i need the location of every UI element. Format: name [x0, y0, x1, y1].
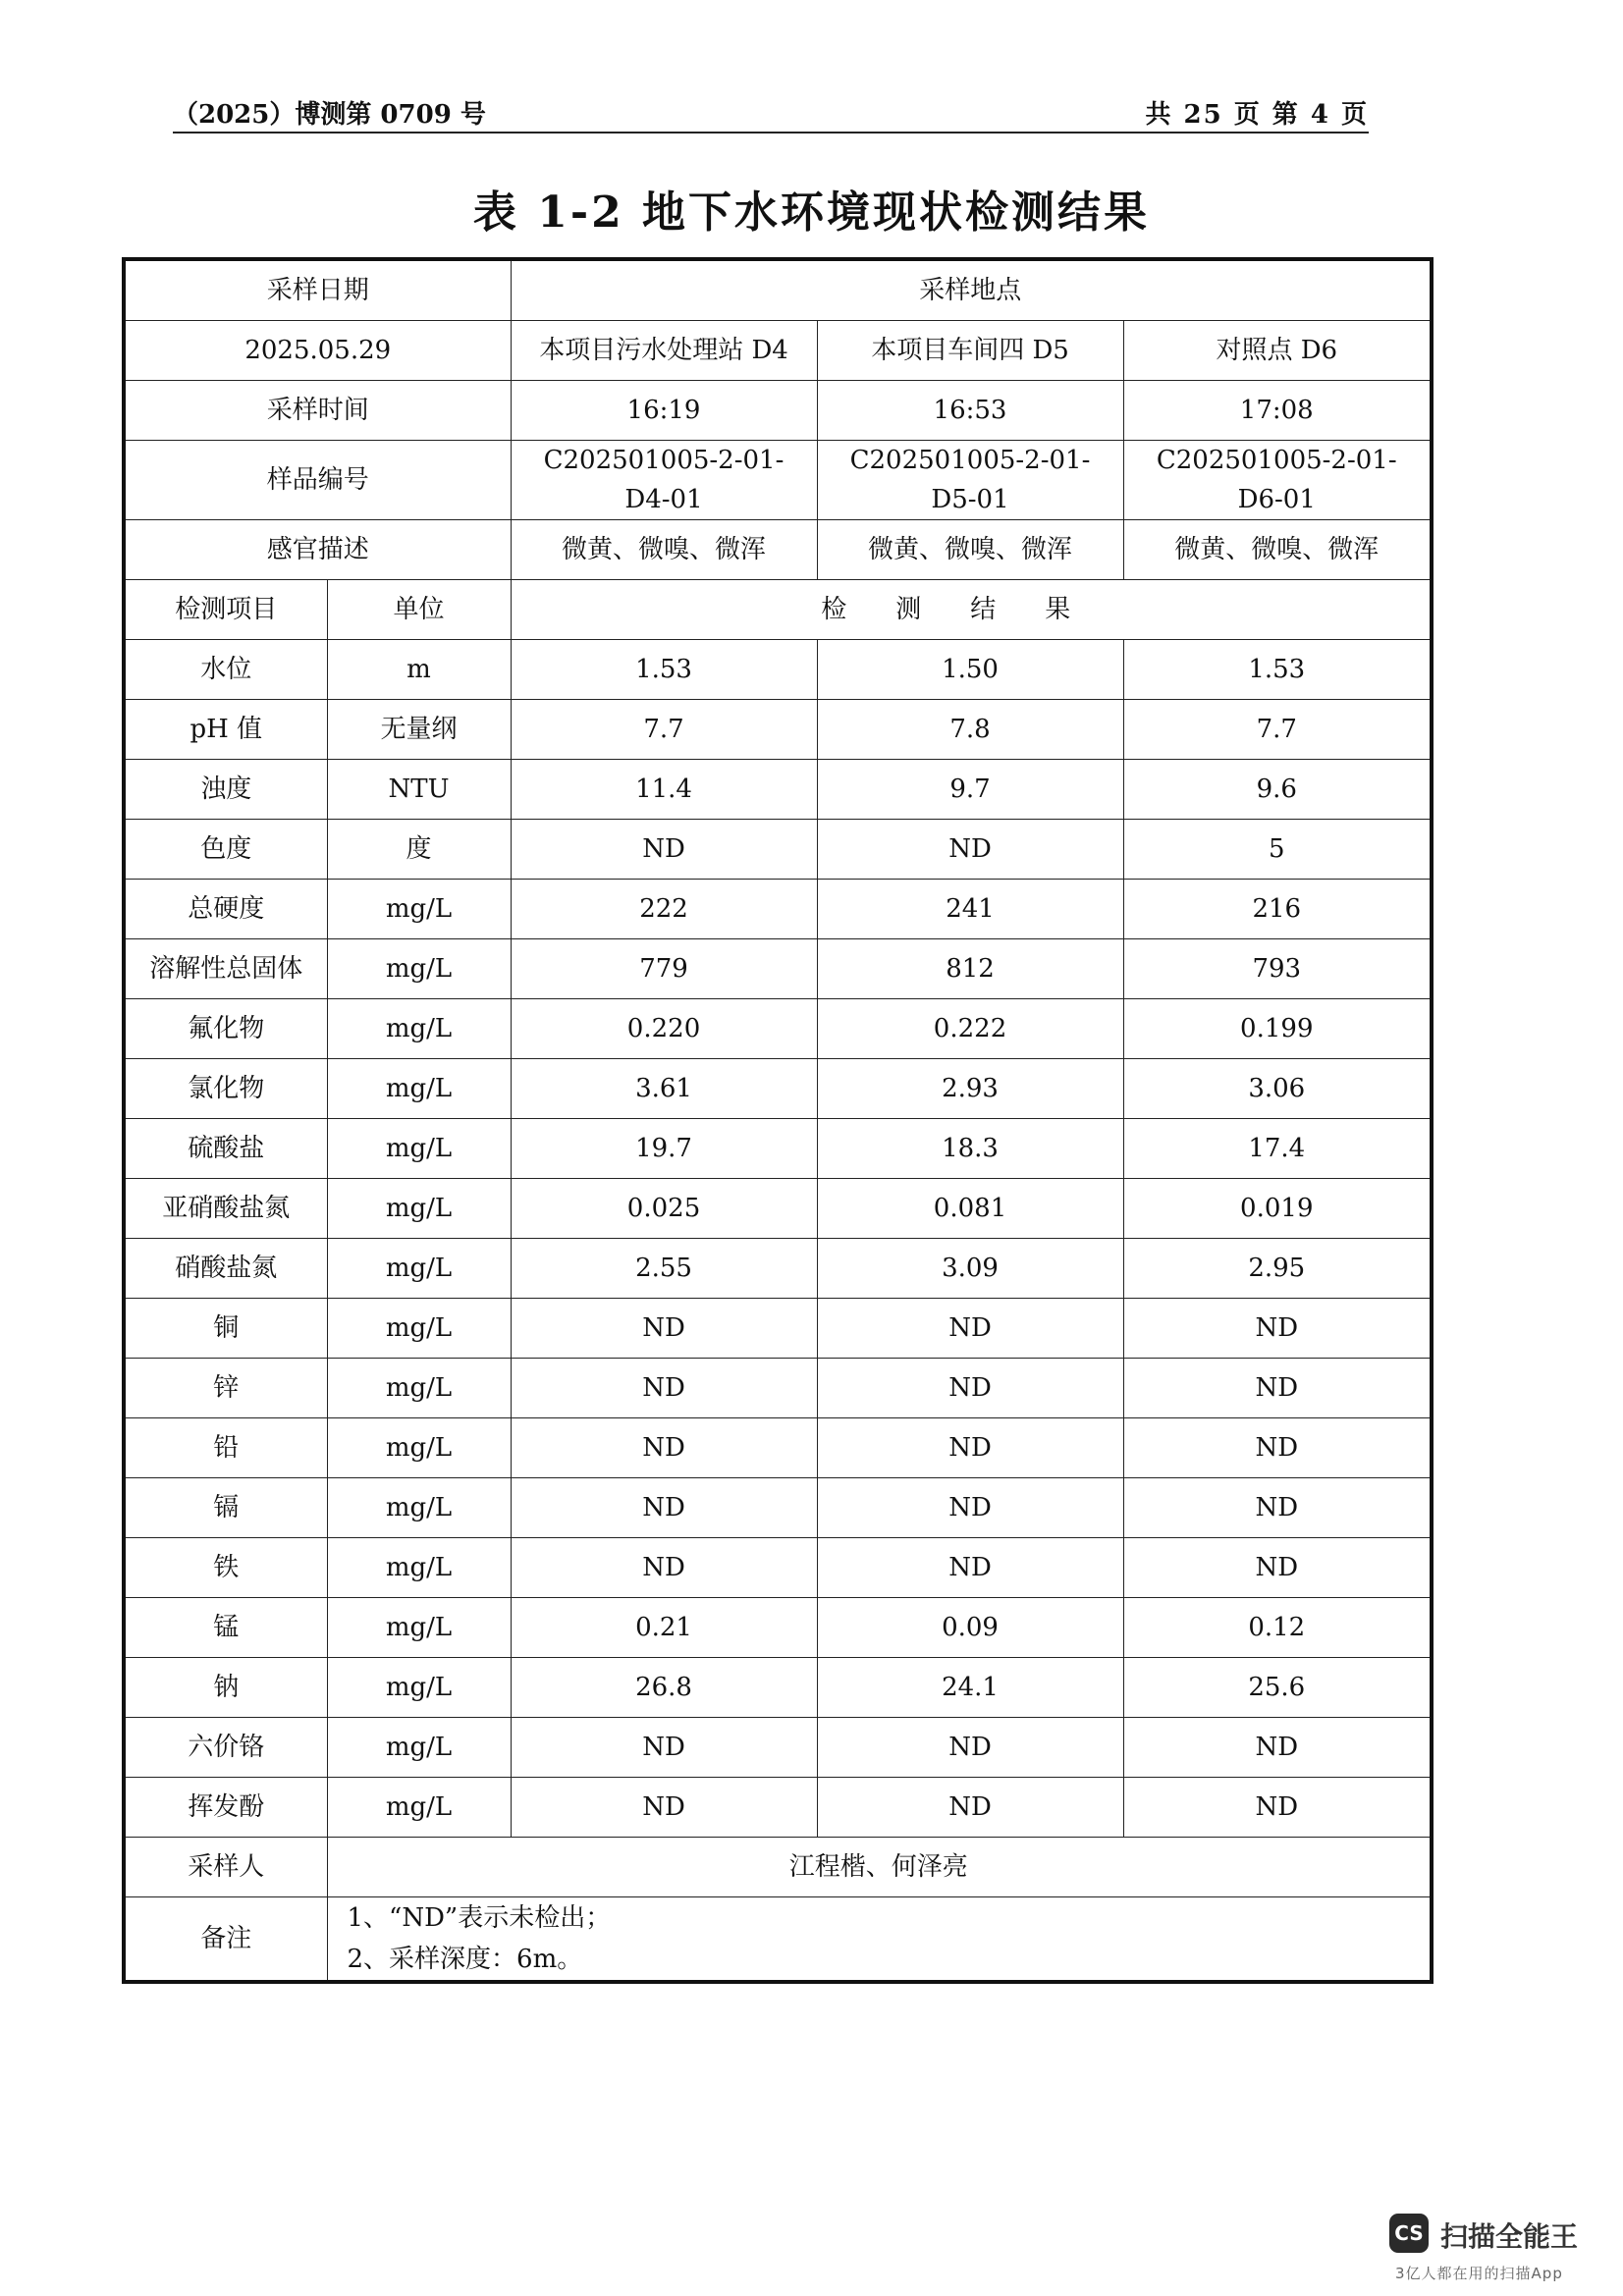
item-cell: 铅 — [124, 1418, 327, 1478]
table-row — [124, 1299, 1432, 1359]
value-d6-cell: ND — [1123, 1718, 1432, 1778]
value-d6-cell: 1.53 — [1123, 640, 1432, 700]
value-d5-cell: 2.93 — [817, 1059, 1123, 1119]
value-d6-cell: 2.95 — [1123, 1239, 1432, 1299]
unit-cell: mg/L — [327, 999, 511, 1059]
value-d6-cell: 0.019 — [1123, 1179, 1432, 1239]
unit-cell: 度 — [327, 820, 511, 880]
value-d6-cell: 25.6 — [1123, 1658, 1432, 1718]
header-row-times — [124, 381, 1432, 441]
notes-label: 备注 — [124, 1897, 327, 1983]
header-row-sensory — [124, 520, 1432, 580]
value-d6-cell: ND — [1123, 1299, 1432, 1359]
sensory-label: 感官描述 — [124, 520, 511, 580]
value-d4-cell: 2.55 — [511, 1239, 817, 1299]
value-d5-cell: 0.09 — [817, 1598, 1123, 1658]
page-count: 共 25 页 第 4 页 — [1145, 100, 1369, 130]
code-d6 — [1123, 441, 1432, 520]
value-d4-cell: 3.61 — [511, 1059, 817, 1119]
code-d5 — [817, 441, 1123, 520]
notes-row — [124, 1897, 1432, 1983]
value-d4-cell: 11.4 — [511, 760, 817, 820]
table-title: 表 1-2 地下水环境现状检测结果 — [472, 187, 1151, 238]
unit-cell: mg/L — [327, 1239, 511, 1299]
item-cell: 钠 — [124, 1658, 327, 1718]
sampling-site-label: 采样地点 — [511, 259, 1432, 321]
value-d6-cell: ND — [1123, 1538, 1432, 1598]
value-d5-cell: ND — [817, 820, 1123, 880]
sensory-d6: 微黄、微嗅、微浑 — [1123, 520, 1432, 580]
unit-cell: mg/L — [327, 1418, 511, 1478]
item-cell: 锌 — [124, 1359, 327, 1418]
note-line-2: 2、采样深度：6m。 — [347, 1945, 583, 1974]
value-d4-cell: 779 — [511, 939, 817, 999]
table-row — [124, 1658, 1432, 1718]
table-row — [124, 1538, 1432, 1598]
table-row — [124, 1119, 1432, 1179]
item-cell: 色度 — [124, 820, 327, 880]
item-cell: 水位 — [124, 640, 327, 700]
camscanner-logo-icon: CS — [1389, 2214, 1429, 2253]
unit-cell: mg/L — [327, 1299, 511, 1359]
table-row — [124, 640, 1432, 700]
value-d5-cell: 1.50 — [817, 640, 1123, 700]
unit-cell: mg/L — [327, 880, 511, 939]
code-d4 — [511, 441, 817, 520]
value-d4-cell: 0.025 — [511, 1179, 817, 1239]
header-row-codes — [124, 441, 1432, 520]
unit-cell: mg/L — [327, 1359, 511, 1418]
value-d5-cell: 0.222 — [817, 999, 1123, 1059]
table-row — [124, 1359, 1432, 1418]
value-d6-cell: ND — [1123, 1418, 1432, 1478]
value-d6-cell: 0.199 — [1123, 999, 1432, 1059]
code-d6-line2: D6-01 — [1237, 485, 1316, 514]
watermark-name: 扫描全能王 — [1440, 2220, 1579, 2253]
value-d4-cell: 222 — [511, 880, 817, 939]
item-cell: 镉 — [124, 1478, 327, 1538]
unit-cell: mg/L — [327, 1478, 511, 1538]
code-d4-line1: C202501005-2-01- — [543, 446, 784, 475]
site-d4: 本项目污水处理站 D4 — [511, 321, 817, 381]
value-d6-cell: 5 — [1123, 820, 1432, 880]
unit-label: 单位 — [327, 580, 511, 640]
unit-cell: 无量纲 — [327, 700, 511, 760]
unit-cell: mg/L — [327, 1718, 511, 1778]
table-row — [124, 1598, 1432, 1658]
header-row-labels — [124, 259, 1432, 321]
sample-code-label: 样品编号 — [124, 441, 511, 520]
unit-cell: mg/L — [327, 1658, 511, 1718]
value-d5-cell: 3.09 — [817, 1239, 1123, 1299]
value-d6-cell: 3.06 — [1123, 1059, 1432, 1119]
item-cell: 溶解性总固体 — [124, 939, 327, 999]
value-d6-cell: 793 — [1123, 939, 1432, 999]
table-row — [124, 1718, 1432, 1778]
unit-cell: m — [327, 640, 511, 700]
value-d6-cell: ND — [1123, 1478, 1432, 1538]
result-label: 检测结果 — [511, 580, 1432, 640]
value-d5-cell: ND — [817, 1538, 1123, 1598]
table-row — [124, 999, 1432, 1059]
value-d4-cell: ND — [511, 1538, 817, 1598]
sensory-d5: 微黄、微嗅、微浑 — [817, 520, 1123, 580]
table-row — [124, 760, 1432, 820]
table-row — [124, 1478, 1432, 1538]
table-row — [124, 1179, 1432, 1239]
unit-cell: mg/L — [327, 1059, 511, 1119]
value-d4-cell: ND — [511, 1359, 817, 1418]
page-header — [173, 94, 1369, 133]
value-d4-cell: 7.7 — [511, 700, 817, 760]
value-d5-cell: 241 — [817, 880, 1123, 939]
value-d5-cell: ND — [817, 1718, 1123, 1778]
value-d5-cell: 0.081 — [817, 1179, 1123, 1239]
item-cell: 氟化物 — [124, 999, 327, 1059]
groundwater-results-table — [122, 257, 1434, 1984]
sampling-date: 2025.05.29 — [124, 321, 511, 381]
value-d4-cell: ND — [511, 1299, 817, 1359]
item-cell: 硫酸盐 — [124, 1119, 327, 1179]
sampling-date-label: 采样日期 — [124, 259, 511, 321]
value-d5-cell: ND — [817, 1418, 1123, 1478]
unit-cell: mg/L — [327, 1119, 511, 1179]
unit-cell: NTU — [327, 760, 511, 820]
value-d5-cell: 18.3 — [817, 1119, 1123, 1179]
table-row — [124, 1778, 1432, 1838]
value-d5-cell: 812 — [817, 939, 1123, 999]
item-cell: 铁 — [124, 1538, 327, 1598]
value-d4-cell: 0.220 — [511, 999, 817, 1059]
code-d5-line2: D5-01 — [931, 485, 1009, 514]
value-d5-cell: ND — [817, 1299, 1123, 1359]
item-cell: 氯化物 — [124, 1059, 327, 1119]
value-d5-cell: ND — [817, 1478, 1123, 1538]
value-d6-cell: 0.12 — [1123, 1598, 1432, 1658]
table-row — [124, 820, 1432, 880]
value-d5-cell: 7.8 — [817, 700, 1123, 760]
code-d4-line2: D4-01 — [624, 485, 703, 514]
item-label: 检测项目 — [124, 580, 327, 640]
sampler-names: 江程楷、何泽亮 — [327, 1838, 1432, 1897]
item-cell: 铜 — [124, 1299, 327, 1359]
value-d4-cell: ND — [511, 1478, 817, 1538]
value-d5-cell: 9.7 — [817, 760, 1123, 820]
sampling-time-label: 采样时间 — [124, 381, 511, 441]
value-d6-cell: 216 — [1123, 880, 1432, 939]
code-d5-line1: C202501005-2-01- — [849, 446, 1091, 475]
table-row — [124, 1059, 1432, 1119]
value-d5-cell: 24.1 — [817, 1658, 1123, 1718]
item-cell: 六价铬 — [124, 1718, 327, 1778]
value-d6-cell: 7.7 — [1123, 700, 1432, 760]
value-d6-cell: ND — [1123, 1778, 1432, 1838]
report-number: （2025）博测第 0709 号 — [173, 100, 486, 130]
table-row — [124, 700, 1432, 760]
value-d5-cell: ND — [817, 1778, 1123, 1838]
item-cell: 硝酸盐氮 — [124, 1239, 327, 1299]
item-cell: 挥发酚 — [124, 1778, 327, 1838]
site-d6: 对照点 D6 — [1123, 321, 1432, 381]
time-d5: 16:53 — [817, 381, 1123, 441]
value-d4-cell: ND — [511, 1718, 817, 1778]
code-d6-line1: C202501005-2-01- — [1156, 446, 1397, 475]
value-d4-cell: 1.53 — [511, 640, 817, 700]
notes-text — [327, 1897, 1432, 1983]
value-d4-cell: ND — [511, 1778, 817, 1838]
unit-cell: mg/L — [327, 1598, 511, 1658]
value-d4-cell: 0.21 — [511, 1598, 817, 1658]
value-d4-cell: 19.7 — [511, 1119, 817, 1179]
table-row — [124, 1239, 1432, 1299]
table-row — [124, 1418, 1432, 1478]
value-d5-cell: ND — [817, 1359, 1123, 1418]
value-d6-cell: ND — [1123, 1359, 1432, 1418]
note-line-1: 1、“ND”表示未检出； — [347, 1903, 612, 1933]
unit-cell: mg/L — [327, 1538, 511, 1598]
item-cell: pH 值 — [124, 700, 327, 760]
value-d4-cell: 26.8 — [511, 1658, 817, 1718]
unit-cell: mg/L — [327, 1179, 511, 1239]
value-d4-cell: ND — [511, 820, 817, 880]
column-header-row — [124, 580, 1432, 640]
unit-cell: mg/L — [327, 1778, 511, 1838]
watermark-tagline: 3亿人都在用的扫描App — [1395, 2265, 1563, 2282]
value-d6-cell: 17.4 — [1123, 1119, 1432, 1179]
time-d4: 16:19 — [511, 381, 817, 441]
header-row-sites — [124, 321, 1432, 381]
sampler-label: 采样人 — [124, 1838, 327, 1897]
scanner-watermark — [1389, 2214, 1596, 2282]
item-cell: 浊度 — [124, 760, 327, 820]
table-row — [124, 880, 1432, 939]
unit-cell: mg/L — [327, 939, 511, 999]
item-cell: 亚硝酸盐氮 — [124, 1179, 327, 1239]
value-d4-cell: ND — [511, 1418, 817, 1478]
item-cell: 总硬度 — [124, 880, 327, 939]
site-d5: 本项目车间四 D5 — [817, 321, 1123, 381]
value-d6-cell: 9.6 — [1123, 760, 1432, 820]
sampler-row — [124, 1838, 1432, 1897]
table-row — [124, 939, 1432, 999]
time-d6: 17:08 — [1123, 381, 1432, 441]
item-cell: 锰 — [124, 1598, 327, 1658]
sensory-d4: 微黄、微嗅、微浑 — [511, 520, 817, 580]
